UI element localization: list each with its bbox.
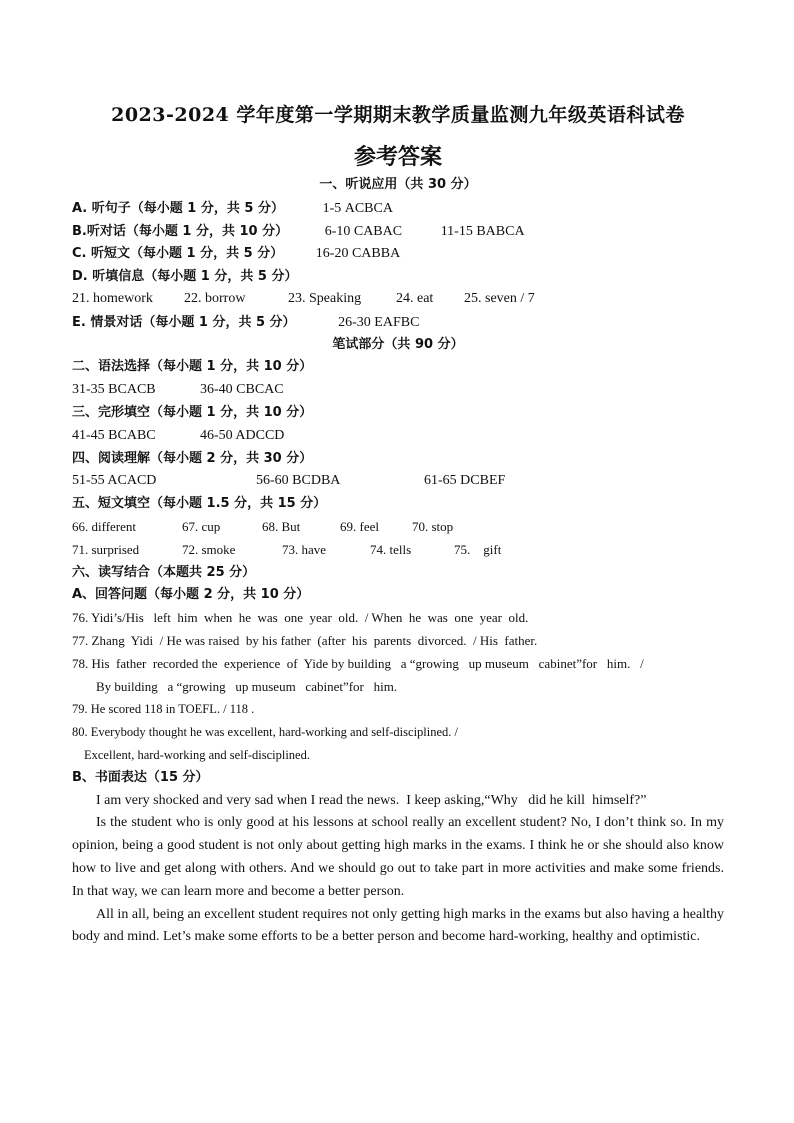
- reading-answers-1: 51-55 ACACD: [72, 473, 157, 489]
- answer-24: 24. eat: [396, 290, 434, 306]
- answer-72: 72. smoke: [182, 541, 236, 557]
- reading-answers-2: 56-60 BCDBA: [256, 473, 341, 489]
- cloze-answers: [72, 425, 724, 448]
- rw-a-label: A、回答问题（每小题 2 分，共 10 分）: [72, 587, 310, 603]
- exam-title: 2023-2024 学年度第一学期期末教学质量监测九年级英语科试卷: [111, 104, 685, 126]
- rw-label: 六、读写结合（本题共 25 分）: [72, 564, 256, 580]
- listening-d-answers: [72, 288, 724, 311]
- answer-74: 74. tells: [370, 541, 412, 557]
- answer-75: 75. gift: [454, 541, 502, 557]
- answer-67: 67. cup: [182, 518, 221, 534]
- listening-a-answers: 1-5 ACBCA: [322, 200, 393, 216]
- essay-paragraph-1: I am very shocked and very sad when I read the news. I keep asking,“Why did he kill himself?”: [96, 792, 647, 808]
- listening-a-row: [72, 197, 724, 220]
- written-heading: 笔试部分（共 90 分）: [332, 336, 464, 352]
- answer-71: 71. surprised: [72, 541, 140, 557]
- cloze-label: 三、完形填空（每小题 1 分，共 10 分）: [72, 404, 313, 420]
- cloze-answers-2: 46-50 ADCCD: [200, 427, 285, 443]
- listening-b-answers-2: 11-15 BABCA: [440, 223, 525, 239]
- answer-69: 69. feel: [340, 518, 379, 534]
- answer-key-heading: 参考答案: [353, 144, 442, 170]
- grammar-answers: [72, 379, 724, 402]
- listening-e-row: [72, 311, 724, 334]
- answer-77: 77. Zhang Yidi / He was raised by his father (after his parents divorced. / His father.: [72, 632, 538, 648]
- answer-70: 70. stop: [412, 518, 454, 534]
- answer-76: 76. Yidi’s/His left him when he was one year old. / When he was one year old.: [72, 610, 529, 626]
- answer-21: 21. homework: [72, 290, 153, 306]
- listening-e-label: E. 情景对话（每小题 1 分，共 5 分）: [72, 314, 296, 330]
- answer-key-page: [72, 100, 724, 949]
- listening-a-label: A. 听句子（每小题 1 分，共 5 分）: [72, 200, 284, 216]
- listening-c-label: C. 听短文（每小题 1 分，共 5 分）: [72, 246, 284, 262]
- listening-d-label: D. 听填信息（每小题 1 分，共 5 分）: [72, 269, 298, 285]
- listening-c-row: [72, 242, 724, 265]
- essay-paragraph-2: Is the student who is only good at his lessons at school really an excellent student? No, I don’t think so. In my opinion, being a good student is not only about getting high marks in the exams. I think he or she should also know how to live and get along with others. And we should go out to take part in more activities and make some friends. In that way, we can learn more and become a better person.: [72, 815, 724, 899]
- listening-d-row: [72, 265, 724, 288]
- listening-b-answers-1: 6-10 CABAC: [324, 223, 403, 239]
- listening-b-row: [72, 220, 724, 243]
- listening-c-answers: 16-20 CABBA: [315, 246, 401, 262]
- answer-73: 73. have: [282, 541, 327, 557]
- listening-b-label: B.听对话（每小题 1 分，共 10 分）: [72, 223, 289, 239]
- fill-row-1: [72, 516, 724, 539]
- answer-23: 23. Speaking: [288, 290, 362, 306]
- reading-label: 四、阅读理解（每小题 2 分，共 30 分）: [72, 450, 313, 466]
- answer-78-line-1: 78. His father recorded the experience of Yide by building a “growing up museum cabinet”for him. /: [72, 655, 644, 671]
- cloze-answers-1: 41-45 BCABC: [72, 427, 156, 443]
- answer-68: 68. But: [262, 518, 301, 534]
- listening-e-answers: 26-30 EAFBC: [338, 314, 420, 330]
- essay-paragraph-3: All in all, being an excellent student requires not only getting high marks in the exams but also having a healthy body and mind. Let’s make some efforts to be a better person and become hard-working, healthy and optimistic.: [72, 906, 724, 945]
- answer-80-line-2: Excellent, hard-working and self-disciplined.: [84, 747, 310, 762]
- answer-25: 25. seven / 7: [464, 290, 535, 306]
- answer-78-line-2: By building a “growing up museum cabinet”for him.: [96, 678, 398, 694]
- reading-answers-3: 61-65 DCBEF: [424, 473, 506, 489]
- part1-heading: 一、听说应用（共 30 分）: [319, 177, 477, 192]
- reading-answers: [72, 470, 724, 493]
- grammar-answers-1: 31-35 BCACB: [72, 382, 156, 398]
- answer-80-line-1: 80. Everybody thought he was excellent, hard-working and self-disciplined. /: [72, 725, 459, 740]
- grammar-label: 二、语法选择（每小题 1 分，共 10 分）: [72, 359, 313, 375]
- fill-row-2: [72, 539, 724, 562]
- answer-22: 22. borrow: [184, 290, 246, 306]
- fill-label: 五、短文填空（每小题 1.5 分，共 15 分）: [72, 496, 327, 512]
- answer-66: 66. different: [72, 518, 137, 534]
- answer-79: 79. He scored 118 in TOEFL. / 118 .: [72, 702, 255, 717]
- grammar-answers-2: 36-40 CBCAC: [200, 382, 284, 398]
- rw-b-label: B、书面表达（15 分）: [72, 769, 209, 785]
